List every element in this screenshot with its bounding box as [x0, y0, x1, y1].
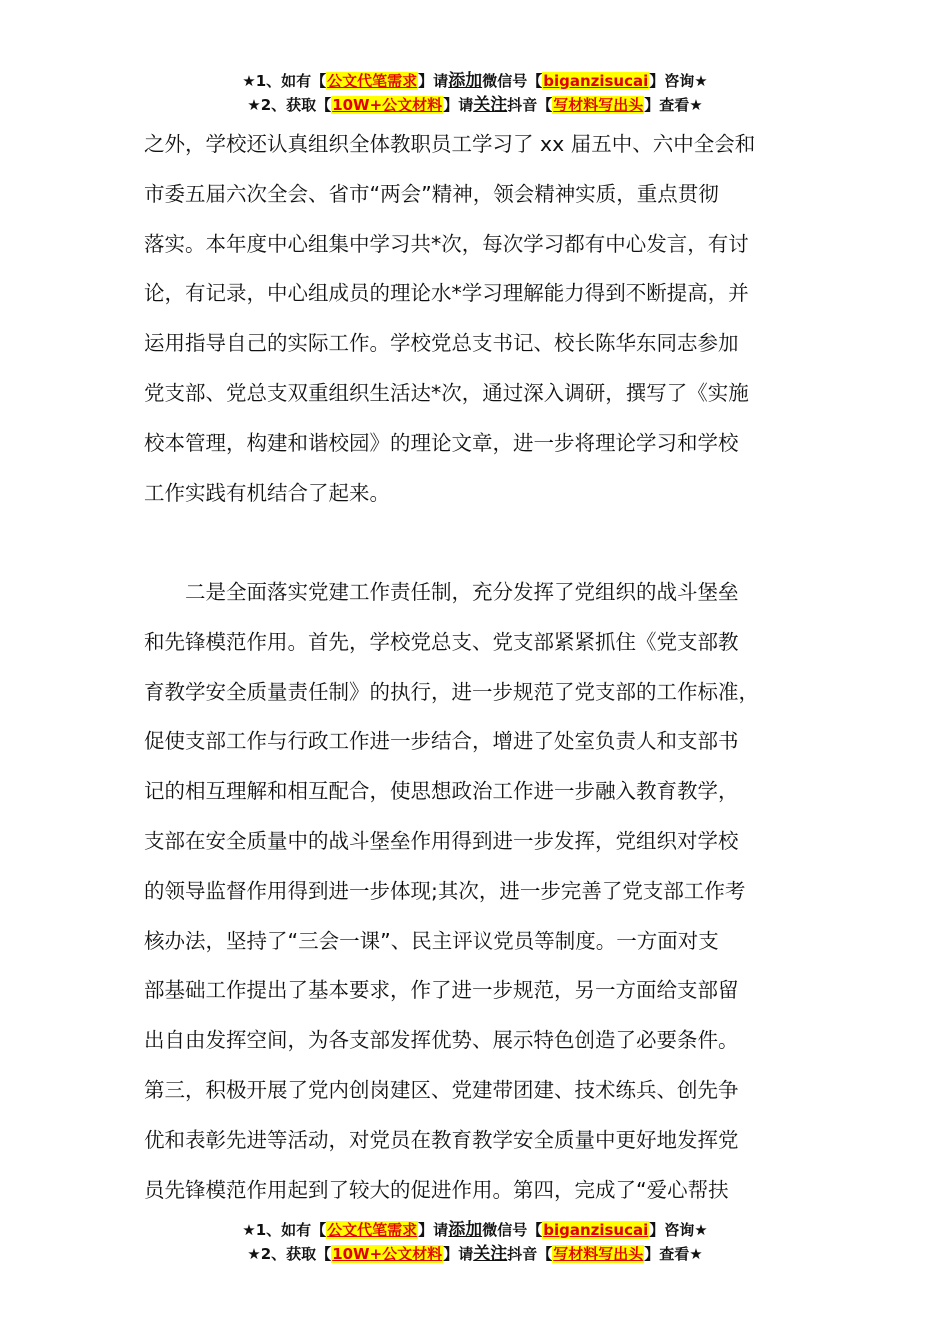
text-line: 运用指导自己的实际工作。学校党总支书记、校长陈华东同志参加 [144, 331, 739, 356]
highlight-text: 公文代笔需求 [327, 72, 418, 90]
footer-banner [0, 1218, 950, 1266]
text-line: 支部在安全质量中的战斗堡垒作用得到进一步发挥，党组织对学校 [144, 828, 739, 853]
text: ★1、如有【 [242, 1221, 327, 1239]
text-line: 和先锋模范作用。首先，学校党总支、党支部紧紧抓住《党支部教 [144, 629, 739, 654]
text: 微信号【 [482, 72, 543, 90]
text-line: 市委五届六次全会、省市“两会”精神，领会精神实质，重点贯彻 [144, 181, 719, 206]
douyin-id: 写材料写出头 [553, 1245, 644, 1263]
underlined-text: 关注 [473, 1244, 508, 1264]
text: 】咨询★ [649, 1221, 708, 1239]
text-line: 之外，学校还认真组织全体教职员工学习了 xx 届五中、六中全会和 [144, 132, 756, 156]
text-line: 促使支部工作与行政工作进一步结合，增进了处室负责人和支部书 [144, 729, 739, 754]
text-line: 的领导监督作用得到进一步体现;其次，进一步完善了党支部工作考 [144, 878, 746, 903]
underlined-text: 关注 [473, 95, 508, 115]
header-banner [0, 69, 950, 117]
highlight-text: 10W+公文材料 [332, 1245, 443, 1263]
text: ★2、获取【 [247, 96, 332, 114]
paragraph-2 [144, 568, 834, 1215]
text-line: 第三，积极开展了党内创岗建区、党建带团建、技术练兵、创先争 [144, 1077, 739, 1102]
text: 】请 [443, 1245, 474, 1263]
text-line: 工作实践有机结合了起来。 [144, 480, 390, 505]
text-line: 党支部、党总支双重组织生活达*次，通过深入调研，撰写了《实施 [144, 380, 749, 405]
text-line: 校本管理，构建和谐校园》的理论文章，进一步将理论学习和学校 [144, 430, 739, 455]
underlined-text: 添加 [448, 1220, 483, 1240]
text-line: 优和表彰先进等活动，对党员在教育教学安全质量中更好地发挥党 [144, 1127, 739, 1152]
text: 】请 [443, 96, 474, 114]
text: 】请 [418, 1221, 449, 1239]
wechat-id: biganzisucai [543, 72, 649, 90]
douyin-id: 写材料写出头 [553, 96, 644, 114]
text-line: 育教学安全质量责任制》的执行，进一步规范了党支部的工作标准， [144, 679, 759, 704]
wechat-id: biganzisucai [543, 1221, 649, 1239]
text-line: 核办法，坚持了“三会一课”、民主评议党员等制度。一方面对支 [144, 928, 719, 953]
text: ★1、如有【 [242, 72, 327, 90]
underlined-text: 添加 [448, 71, 483, 91]
text: ★2、获取【 [247, 1245, 332, 1263]
banner-line-2 [0, 1242, 950, 1266]
text-line: 出自由发挥空间，为各支部发挥优势、展示特色创造了必要条件。 [144, 1028, 739, 1053]
text-line: 员先锋模范作用起到了较大的促进作用。第四，完成了“爱心帮扶 [144, 1177, 729, 1202]
highlight-text: 10W+公文材料 [332, 96, 443, 114]
text-line: 部基础工作提出了基本要求，作了进一步规范，另一方面给支部留 [144, 978, 739, 1003]
text: 】查看★ [644, 96, 703, 114]
text-line: 落实。本年度中心组集中学习共*次，每次学习都有中心发言，有讨 [144, 231, 749, 256]
banner-line-1 [0, 69, 950, 93]
text-line: 二是全面落实党建工作责任制，充分发挥了党组织的战斗堡垒 [144, 580, 739, 604]
text: 微信号【 [482, 1221, 543, 1239]
paragraph-1 [144, 120, 834, 518]
banner-line-2 [0, 93, 950, 117]
text: 】请 [418, 72, 449, 90]
text-line: 论，有记录，中心组成员的理论水*学习理解能力得到不断提高，并 [144, 281, 749, 306]
highlight-text: 公文代笔需求 [327, 1221, 418, 1239]
banner-line-1 [0, 1218, 950, 1242]
text-line: 记的相互理解和相互配合，使思想政治工作进一步融入教育教学， [144, 779, 739, 804]
text: 】查看★ [644, 1245, 703, 1263]
text: 抖音【 [507, 96, 553, 114]
text: 】咨询★ [649, 72, 708, 90]
text: 抖音【 [507, 1245, 553, 1263]
